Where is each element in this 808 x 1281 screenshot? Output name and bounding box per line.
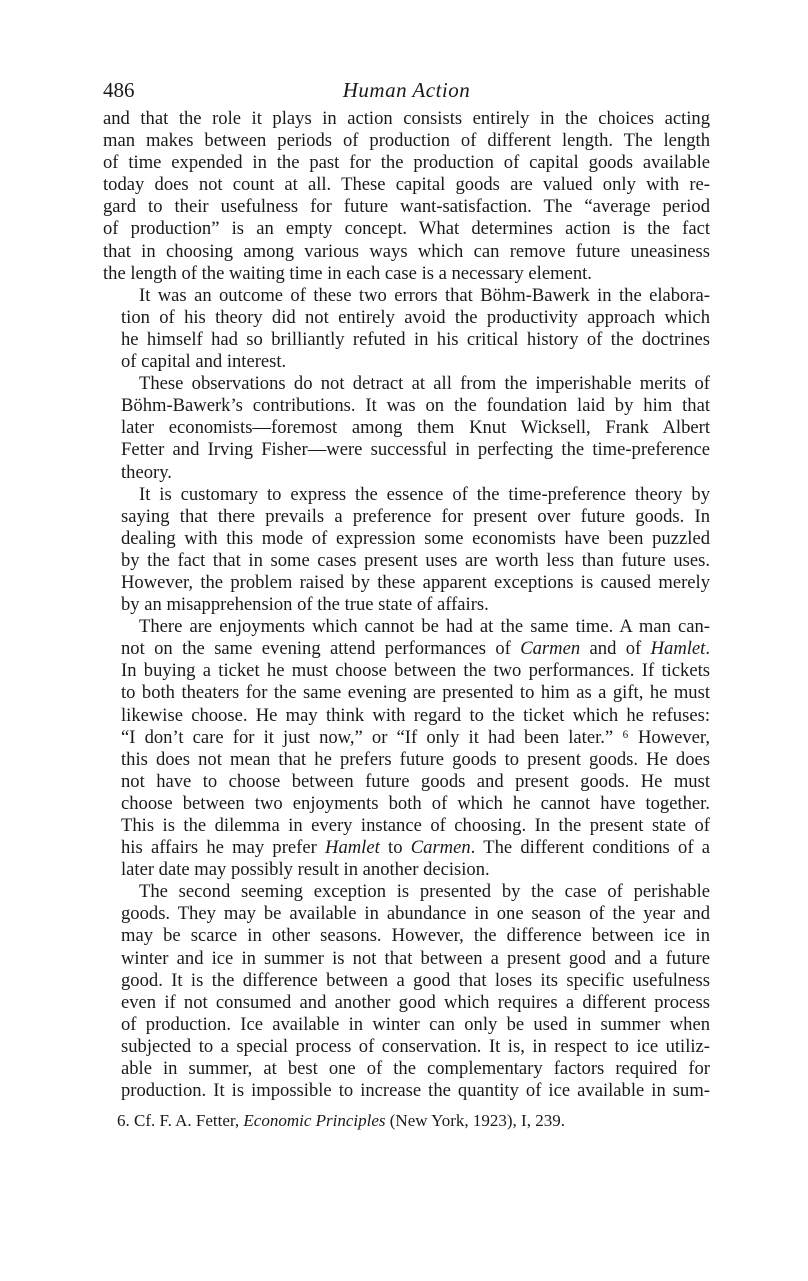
text-line: The second seeming exception is presented by the case of perishable bbox=[139, 881, 710, 903]
text-line: This is the dilemma in every instance of choosing. In the present state of bbox=[121, 815, 710, 836]
text-line: later date may possibly result in another decision. bbox=[121, 859, 490, 881]
book-page bbox=[103, 78, 710, 1132]
text-line: Böhm-Bawerk’s contributions. It was on the foundation laid by him that bbox=[121, 395, 710, 417]
text-line: his affairs he may prefer Hamlet to Carmen. The different conditions of a bbox=[121, 837, 711, 859]
text-line: goods. They may be available in abundance in one season of the year and bbox=[121, 903, 710, 925]
text-line: and that the role it plays in action consists entirely in the choices acting bbox=[103, 108, 710, 129]
text-line: that in choosing among various ways which can remove future uneasiness bbox=[103, 240, 710, 262]
text-line: to both theaters for the same evening are presented to him as a gift, he must bbox=[121, 682, 710, 704]
text-line: winter and ice in summer is not that between a present good and a future bbox=[121, 947, 710, 969]
text-line: It is customary to express the essence of the time-preference theory by bbox=[139, 483, 710, 505]
text-line: Fetter and Irving Fisher—were successful in perfecting the time-preference bbox=[121, 439, 710, 461]
running-title: Human Action bbox=[342, 78, 471, 102]
text-line: by an misapprehension of the true state of affairs. bbox=[121, 594, 489, 616]
footnote: 6. Cf. F. A. Fetter, Economic Principles (New York, 1923), I, 239. bbox=[117, 1111, 565, 1131]
paragraph-4 bbox=[103, 484, 710, 617]
text-line: not on the same evening attend performances of Carmen and of Hamlet. bbox=[121, 638, 711, 660]
text-line: even if not consumed and another good which requires a different process bbox=[121, 991, 710, 1013]
paragraph-5 bbox=[103, 616, 710, 881]
text-line: subjected to a special process of conservation. It is, in respect to ice utiliz- bbox=[121, 1035, 710, 1057]
text-line: the length of the waiting time in each case is a necessary element. bbox=[103, 262, 592, 284]
text-line: this does not mean that he prefers future goods to present goods. He does bbox=[121, 748, 710, 770]
text-line: of time expended in the past for the production of capital goods available bbox=[103, 152, 710, 174]
text-line: choose between two enjoyments both of which he cannot have together. bbox=[121, 792, 710, 814]
text-line: saying that there prevails a preference for present over future goods. In bbox=[121, 505, 710, 527]
paragraph-6 bbox=[103, 881, 710, 1102]
text-line: likewise choose. He may think with regard to the ticket which he refuses: bbox=[121, 704, 710, 726]
text-line: of capital and interest. bbox=[121, 351, 287, 373]
text-line: It was an outcome of these two errors that Böhm-Bawerk in the elabora- bbox=[139, 284, 710, 306]
text-line: dealing with this mode of expression some economists have been puzzled bbox=[121, 527, 710, 549]
text-line: of production. Ice available in winter can only be used in summer when bbox=[121, 1013, 710, 1035]
text-line: may be scarce in other seasons. However, the difference between ice in bbox=[121, 925, 710, 947]
paragraph-1 bbox=[103, 108, 710, 285]
text-line: by the fact that in some cases present uses are worth less than future uses. bbox=[121, 549, 710, 571]
text-line: today does not count at all. These capital goods are valued only with re- bbox=[103, 174, 710, 196]
running-head bbox=[103, 78, 710, 108]
paragraph-3 bbox=[103, 373, 710, 483]
text-line: There are enjoyments which cannot be had at the same time. A man can- bbox=[139, 616, 710, 638]
text-line: of production” is an empty concept. What determines action is the fact bbox=[103, 218, 710, 240]
text-line: he himself had so brilliantly refuted in his critical history of the doctrines bbox=[121, 328, 710, 350]
page-number: 486 bbox=[103, 78, 135, 102]
text-line: production. It is impossible to increase the quantity of ice available in sum- bbox=[121, 1080, 710, 1102]
text-line: In buying a ticket he must choose between the two performances. If tickets bbox=[121, 660, 710, 682]
text-line: gard to their usefulness for future want-satisfaction. The “average period bbox=[103, 196, 710, 218]
text-line: However, the problem raised by these apparent exceptions is caused merely bbox=[121, 571, 710, 593]
text-line: theory. bbox=[121, 461, 172, 483]
paragraph-2 bbox=[103, 285, 710, 373]
text-line: not have to choose between future goods and present goods. He must bbox=[121, 770, 710, 792]
body-text bbox=[103, 108, 710, 1102]
text-line: good. It is the difference between a good that loses its specific usefulness bbox=[121, 969, 710, 991]
text-line: later economists—foremost among them Knut Wicksell, Frank Albert bbox=[121, 417, 710, 439]
text-line: man makes between periods of production of different length. The length bbox=[103, 130, 710, 152]
text-line: “I don’t care for it just now,” or “If only it had been later.” ⁶ However, bbox=[121, 726, 710, 748]
text-line: These observations do not detract at all from the imperishable merits of bbox=[139, 373, 710, 395]
text-line: tion of his theory did not entirely avoid the productivity approach which bbox=[121, 306, 710, 328]
text-line: able in summer, at best one of the complementary factors required for bbox=[121, 1058, 710, 1080]
